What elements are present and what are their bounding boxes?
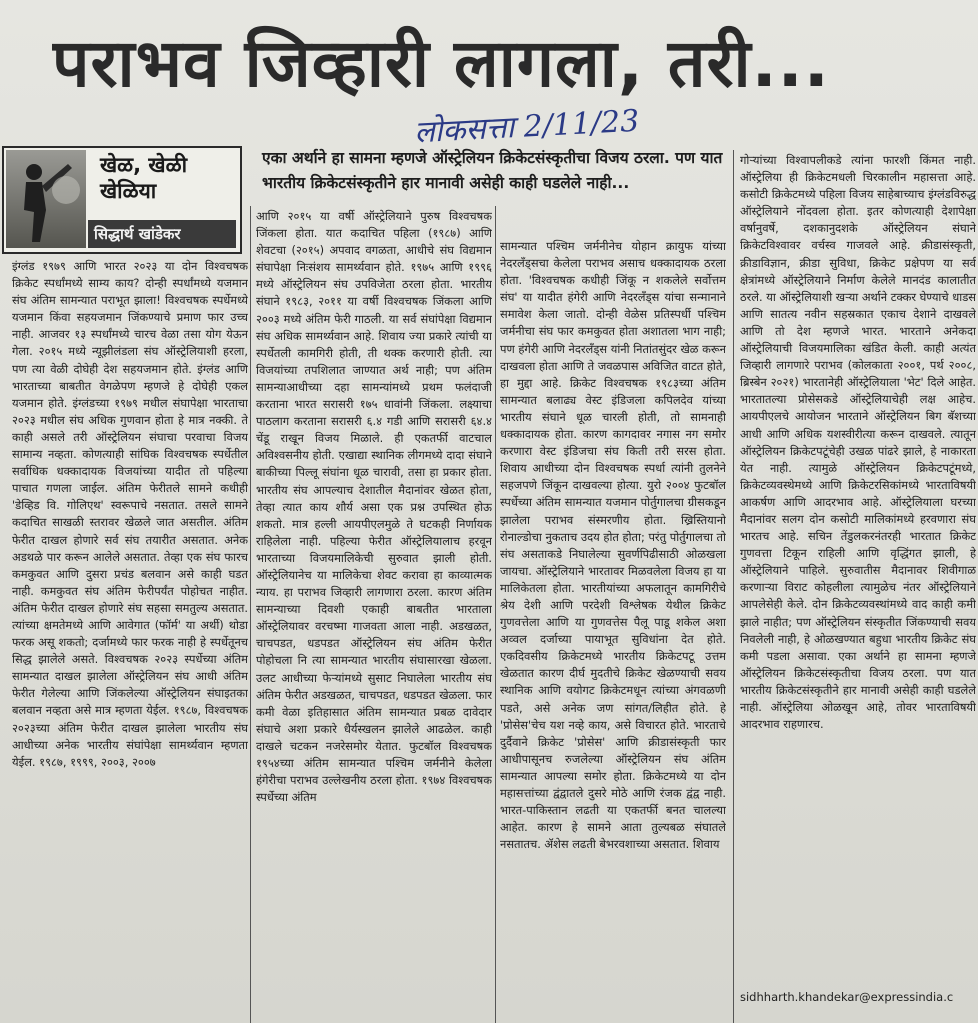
column-title: खेळ, खेळी खेळिया <box>100 153 188 203</box>
column-divider <box>733 150 734 1023</box>
deck-subheadline: एका अर्थाने हा सामना म्हणजे ऑस्ट्रेलियन क्रिकेटसंस्कृतीचा विजय ठरला. पण यात भारतीय क्रिकेटसंस्कृतीने हार मानावी असेही काही घडलेले नाही... <box>262 149 723 192</box>
article-column-4 <box>740 152 976 942</box>
column-text: सामन्यात पश्चिम जर्मनीनेच योहान क्रायुफ यांच्या नेदरलँड्सचा केलेला पराभव असाच धक्कादायक ठरला होता. 'विश्वचषक कधीही जिंकू न शकलेले सर्वोत्तम संघ' या यादीत हंगेरी आणि नेदरलँड्स यांचा सन्मानाने समावेश केला जातो. दोन्ही वेळेस प्रतिस्पर्धी पश्चिम जर्मनीचा संघ फार कमकुवत होता अशातला भाग नाही; पण हंगेरी आणि नेदरलँड्स यांनी नितांतसुंदर खेळ करून दाखवला होता आणि ते जवळपास अविजित वाटत होते, हा मुद्दा आहे. क्रिकेट विश्वचषक १९८३च्या अंतिम सामन्यात बलाढ्य वेस्ट इंडिजला कपिलदेव यांच्या भारतीय संघाने धूळ चारली होती, तो सामनाही धक्कादायक होता. कारण कागदावर नगास नग समोर करणारा वेस्ट इंडिजचा संघ किती तरी सरस होता. शिवाय आधीच्या दोन विश्वचषक स्पर्धा त्यांनी तुलनेने सहजपणे जिंकून दाखवल्या होत्या. युरो २००४ फुटबॉल स्पर्धेच्या अंतिम सामन्यात यजमान पोर्तुगालचा ग्रीसकडून झालेला पराभव संस्मरणीय होता. ख्रिस्तियानो रोनाल्डोचा नुकताच उदय होत होता; परंतु पोर्तुगालचा तो संघ असताकडे निघालेल्या सुवर्णपिढीसाठी ओळखला जायचा. ऑस्ट्रेलियाने भारतावर मिळवलेला विजय हा या मालिकेतला होता. भारतीयांच्या अफलातून कामगिरीचे श्रेय देशी आणि परदेशी विश्लेषक येथील क्रिकेट गुणवत्तेला आणि या गुणवत्तेस पैलू पाडू शकेल अशा अव्वल दर्जाच्या पायाभूत सुविधांना देत होते. एकदिवसीय क्रिकेटमध्ये भारतीय क्रिकेटपटू उत्तम खेळतात कारण दीर्घ मुदतीचे क्रिकेट खेळण्याची सवय स्थानिक आणि वयोगट क्रिकेटमधून त्यांच्या अंगवळणी पडते, असे अनेक जण सांगत/लिहीत होते. हे 'प्रोसेस'चेच यश नव्हे काय, असे विचारत होते. भारताचे दुर्दैवाने क्रिकेट 'प्रोसेस' आणि क्रीडासंस्कृती फार आधीपासूनच रुजलेल्या ऑस्ट्रेलियन संघ अंतिम सामन्यात आपल्या समोर होता. क्रिकेटमध्ये या दोन महासत्तांच्या द्वंद्वातले दुसरे मोठे आणि रंजक द्वंद्व नाही. भारत-पाकिस्तान लढती या एकतर्फी बनत चालल्या आहेत. कारण हे सामने आता तुल्यबळ संघातले नसतातच. ॲशेस लढती बेभरवशाच्या असतात. शिवाय <box>500 239 726 852</box>
cricket-silhouette-icon <box>6 150 86 248</box>
author-email: sidhharth.khandekar@expressindia.c <box>740 990 954 1004</box>
column-divider <box>495 206 496 1023</box>
article-column-1 <box>12 258 248 1023</box>
headline: पराभव जिव्हारी लागला, तरी... <box>52 25 830 102</box>
handwritten-date-note: लोकसत्ता 2/11/23 <box>413 103 641 151</box>
byline: सिद्धार्थ खांडेकर <box>88 220 236 248</box>
column-divider <box>250 206 251 1023</box>
column-text: आणि २०१५ या वर्षी ऑस्ट्रेलियाने पुरुष विश्वचषक जिंकला होता. यात कदाचित पहिला (१९८७) आणि शेवटचा (२०१५) अपवाद वगळता, आधीचे संघ विद्यमान संघापेक्षा निःसंशय सामर्थ्यवान होते. १९७५ आणि १९९६ मध्ये ऑस्ट्रेलियन संघ उपविजेता ठरला होता. भारतीय संघाने १९८३, २०११ या वर्षी विश्वचषक जिंकला आणि २००३ मध्ये अंतिम फेरी गाठली. या सर्व संघांपेक्षा विद्यमान संघ अधिक सामर्थ्यवान आहे. शिवाय ज्या प्रकारे त्यांची या स्पर्धेतली कामगिरी होती, ती थक्क करणारी होती. त्या विजयांच्या तपशिलात जाण्यात अर्थ नाही; पण अंतिम सामन्याआधीच्या दहा सामन्यांमध्ये प्रथम फलंदाजी करताना भारत सरासरी १७५ धावांनी जिंकला. लक्ष्याचा पाठलाग करताना सरासरी ६.४ गडी आणि सरासरी ६४.४ चेंडू राखून विजय मिळाले. ही एकतर्फी वाटचाल अविश्वसनीय होती. एखाद्या स्थानिक लीगमध्ये दादा संघाने बाकीच्या पिल्लू संघांना धूळ चारावी, तसा हा प्रकार होता. भारतीय संघ आपल्याच देशातील मैदानांवर खेळत होता, तेव्हा त्यात काय शौर्य असा एक प्रश्न उपस्थित होऊ शकतो. मात्र हल्ली आयपीएलमुळे ते घटकही निर्णायक राहिलेला नाही. पहिल्या फेरीत ऑस्ट्रेलियालाच हरवून भारताच्या विजयमालिकेची सुरुवात झाली होती. ऑस्ट्रेलियानेच या मालिकेचा शेवट करावा हा काव्यात्मक न्याय. हा पराभव जिव्हारी लागणारा ठरला. कारण अंतिम सामन्याच्या दिवशी एकाही बाबतीत भारताला ऑस्ट्रेलियावर वरचष्मा गाजवता आला नाही. अडखळत, चाचपडत, धडपडत ऑस्ट्रेलियन संघ अंतिम फेरीत पोहोचला नि त्या सामन्यात भारतीय संघासारखा खेळला. उलट आधीच्या फेऱ्यांमध्ये सुसाट निघालेला भारतीय संघ अंतिम फेरीत अडखळत, चाचपडत, धडपडत खेळला. फार कमी वेळा इतिहासात अंतिम सामन्यात प्रबळ दावेदार संघाचे अशा प्रकारे धैर्यस्खलन झालेले आढळेल. काही दाखले चटकन नजरेसमोर येतात. फुटबॉल विश्वचषक १९५४च्या अंतिम सामन्यात पश्चिम जर्मनीने केलेला हंगेरीचा पराभव उल्लेखनीय ठरला होता. १९७४ विश्वचषक स्पर्धेच्या अंतिम <box>256 209 492 805</box>
column-header-box <box>2 146 242 254</box>
article-column-2 <box>256 208 492 1023</box>
article-column-3 <box>500 238 726 1023</box>
column-text: इंग्लंड १९७९ आणि भारत २०२३ या दोन विश्वचषक क्रिकेट स्पर्धांमध्ये साम्य काय? दोन्ही स्पर्धांमध्ये यजमान संघ अंतिम सामन्यात पराभूत झाला! विश्वचषक स्पर्धेमध्ये यजमान किंवा सहयजमान जिंकण्याचे प्रमाण फार उच्च नाही. आजवर १३ स्पर्धांमध्ये चारच वेळा तसा योग येऊन गेला. २०१५ मध्ये न्यूझीलंडला संघ ऑस्ट्रेलियाशी हरला, पण त्या वेळी दोघेही देश सहयजमान होते. इंग्लंड आणि भारताच्या बाबतीत वेगळेपण म्हणजे हे दोघेही एकल यजमान होते. इंग्लंडच्या १९७९ मधील संघापेक्षा भारताचा २०२३ मधील संघ अधिक गुणवान होता हे मात्र नक्की. ते काही असले तरी ऑस्ट्रेलियन संघाचा परवाचा विजय सामान्य नव्हता. कोणत्याही सांघिक विश्वचषक स्पर्धेतील सर्वाधिक धक्कादायक विजयांच्या यादीत तो पहिल्या पाचात गणला जाईल. अंतिम फेरीतले सामने कधीही 'डेव्हिड वि. गोलिएथ' स्वरूपाचे नसतात. तसले सामने कदाचित साखळी स्तरावर खेळले जात असतील. अंतिम फेरीत दाखल होणारे सर्व संघ तयारीत असतात. अनेक अडथळे पार करून आलेले असतात. तेव्हा एक संघ फारच कमकुवत आणि दुसरा प्रचंड बलवान असे काही घडत नाही. कमकुवत संघ अंतिम फेरीपर्यंत पोहोचत नाहीत. अंतिम फेरीत दाखल होणारे संघ सहसा समतुल्य असतात. त्यांच्या क्षमतेमध्ये आणि आवेगात (फॉर्म' या अर्थी) थोडा फरक असू शकतो; दर्जामध्ये फार फरक नाही हे स्पर्धेतूनच सिद्ध झालेले असते. विश्वचषक २०२३ स्पर्धेच्या अंतिम सामन्यात दाखल झालेला ऑस्ट्रेलियन संघ आधी अंतिम फेरीत गेलेल्या आणि जिंकलेल्या ऑस्ट्रेलियन संघाइतका बलवान नव्हता असे मात्र म्हणता येईल. १९८७, विश्वचषक २०२३च्या अंतिम फेरीत दाखल झालेला भारतीय संघ आधीच्या अनेक भारतीय संघांपेक्षा सामर्थ्यवान म्हणता येईल. १९८७, १९९९, २००३, २००७ <box>12 259 248 769</box>
column-text: गोऱ्यांच्या विश्वापलीकडे त्यांना फारशी किंमत नाही. ऑस्ट्रेलिया ही क्रिकेटमधली चिरकालीन महासत्ता आहे. कसोटी क्रिकेटमध्ये पहिला विजय साहेबाच्याच इंग्लंडविरुद्ध ऑस्ट्रेलियाने नोंदवला होता. इतर कोणत्याही देशापेक्षा वर्षानुवर्षे, दशकानुदशके ऑस्ट्रेलियन संघाने क्रिकेटविश्वावर वर्चस्व गाजवले आहे. क्रीडासंस्कृती, क्रीडाविज्ञान, क्रीडा सुविधा, क्रिकेट प्रक्षेपण या सर्व क्षेत्रांमध्ये ऑस्ट्रेलियाने निर्माण केलेले मानदंड कालातीत ठरले. या ऑस्ट्रेलियाशी खऱ्या अर्थाने टक्कर घेण्याचे धाडस आणि सातत्य नवीन सहस्रकात एकाच देशाने दाखवले आणि तो देश म्हणजे भारत. भारताने अनेकदा ऑस्ट्रेलियाची विजयमालिका खंडित केली. काही अत्यंत जिव्हारी लागणारे पराभव (कोलकाता २००१, पर्थ २००८, ब्रिस्बेन २०२१) भारतानेही ऑस्ट्रेलियाला 'भेट' दिले आहेत. भारतातल्या प्रोसेसकडे ऑस्ट्रेलियाचेही लक्ष आहेच. आयपीएलचे आयोजन भारताने ऑस्ट्रेलियन बिग बॅशच्या आधी आणि अधिक यशस्वीरीत्या करून दाखवले. त्यातून ऑस्ट्रेलियन क्रिकेटपटूंचेही उखळ पांढरे झाले, हे नाकारता येत नाही. त्यामुळे ऑस्ट्रेलियन क्रिकेटपटूंमध्ये, क्रिकेटव्यवस्थेमध्ये आणि क्रिकेटरसिकांमध्ये भारताविषयी आकर्षण आणि आदरभाव आहे. ऑस्ट्रेलियाला घरच्या मैदानांवर सलग दोन कसोटी मालिकांमध्ये हरवणारा संघ भारतच आहे. सचिन तेंडुलकरनंतरही भारतात क्रिकेट गुणवत्ता टिकून राहिली आणि वृद्धिंगत झाली, हे ऑस्ट्रेलियाने पाहिले. सुरुवातीस मैदानावर शिवीगाळ करणाऱ्या विराट कोहलीला त्यामुळेच नंतर ऑस्ट्रेलियाने आपलेसेही केले. दोन क्रिकेटव्यवस्थांमध्ये वाद काही कमी झाले नाहीत; पण ऑस्ट्रेलियन संस्कृतीत जिंकण्याची सवय निवलेली नाही, हे ओळखण्यात बहुधा भारतीय क्रिकेट संघ कमी पडला असावा. एका अर्थाने हा सामना म्हणजे ऑस्ट्रेलियन क्रिकेटसंस्कृतीचा विजय ठरला. पण यात भारतीय क्रिकेटसंस्कृतीने हार मानावी असेही काही घडलेले नाही. ऑस्ट्रेलिया ओळखून आहे, तोवर भारताविषयी आदरभाव राहणारच. <box>740 153 976 732</box>
